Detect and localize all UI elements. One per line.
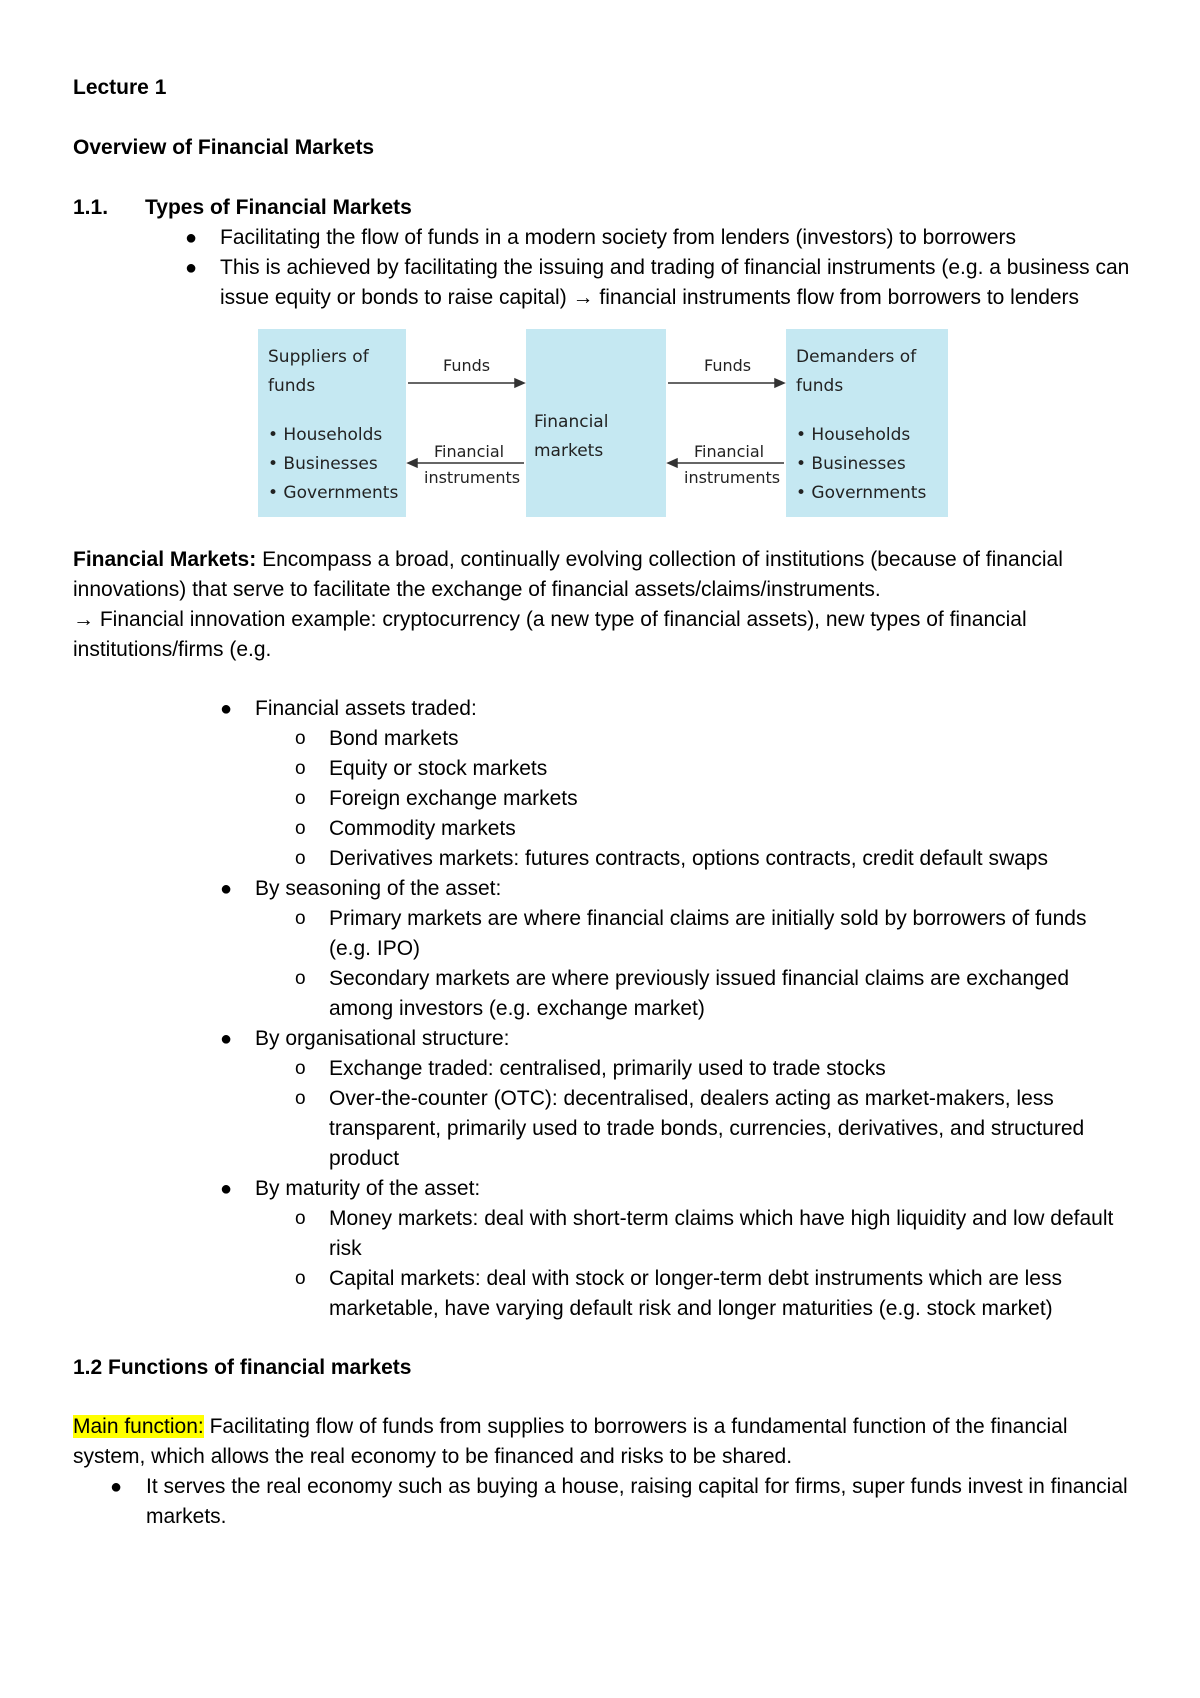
arrowhead-icon [668, 459, 677, 467]
list-item: o Primary markets are where financial claims are initially sold by borrowers of funds (e.g. IPO) [73, 904, 1133, 964]
sub-bullet-icon: o [295, 1088, 306, 1109]
markets-label: Financial markets [534, 412, 609, 461]
definition-term: Financial Markets: [73, 548, 257, 571]
bullet-icon: ● [220, 1178, 233, 1200]
list-item: o Equity or stock markets [73, 754, 1133, 784]
document-page [73, 73, 1133, 1532]
demanders-item: • Businesses [796, 454, 906, 474]
bullet-icon: ● [110, 1476, 123, 1498]
bullet-icon: ● [185, 257, 198, 279]
list-item: o Derivatives markets: futures contracts, options contracts, credit default swaps [73, 844, 1133, 874]
main-function-label: Main function: [73, 1415, 204, 1438]
innovation-paragraph: → Financial innovation example: cryptocurrency (a new type of financial assets), new types of financial institutions/firms (e.g. [73, 608, 1027, 661]
list-item: ● It serves the real economy such as buying a house, raising capital for firms, super funds invest in financial markets. [73, 1472, 1133, 1532]
list-item: o Money markets: deal with short-term claims which have high liquidity and low default risk [73, 1204, 1133, 1264]
sub-bullet-icon: o [295, 728, 306, 749]
list-item: o Secondary markets are where previously issued financial claims are exchanged among investors (e.g. exchange market) [73, 964, 1133, 1024]
sub-bullet-icon: o [295, 1208, 306, 1229]
bullet-icon: ● [220, 1028, 233, 1050]
list-item: ● By organisational structure: [73, 1024, 1133, 1054]
bullet-icon: ● [220, 878, 233, 900]
arrowhead-icon [408, 459, 417, 467]
sub-bullet-icon: o [295, 1268, 306, 1289]
arrowhead-icon [515, 379, 524, 387]
instruments-label-line2: instruments [684, 468, 781, 487]
suppliers-item: • Governments [268, 483, 399, 503]
bullet-icon: ● [185, 227, 198, 249]
suppliers-title: Suppliers of funds [268, 347, 369, 396]
section-1-2-heading: 1.2 Functions of financial markets [73, 1356, 412, 1379]
main-function-text: Facilitating flow of funds from supplies to borrowers is a fundamental function of the financial system, which allows the real economy to be financed and risks to be shared. [73, 1415, 1068, 1468]
sub-bullet-icon: o [295, 788, 306, 809]
section-1-2-bullets [73, 1472, 1133, 1532]
flow-arrows [258, 329, 958, 517]
list-item: ● By seasoning of the asset: [73, 874, 1133, 904]
suppliers-item: • Households [268, 425, 383, 445]
sub-bullet-icon: o [295, 818, 306, 839]
list-item: o Bond markets [73, 724, 1133, 754]
suppliers-item: • Businesses [268, 454, 378, 474]
demanders-item: • Governments [796, 483, 927, 503]
classification-list [73, 694, 1133, 1324]
funds-label: Funds [704, 356, 752, 375]
lecture-label: Lecture 1 [73, 76, 167, 99]
instruments-label-line2: instruments [424, 468, 521, 487]
definition-text: Encompass a broad, continually evolving collection of institutions (because of financial innovations) that serve to facilitate the exchange of financial assets/claims/instruments. [73, 548, 1063, 601]
list-item: o Over-the-counter (OTC): decentralised, dealers acting as market-makers, less transparent, primarily used to trade bonds, currencies, derivatives, and structured product [73, 1084, 1133, 1174]
section-number: 1.1. [73, 196, 109, 219]
list-item: ● This is achieved by facilitating the issuing and trading of financial instruments (e.g. a business can issue equity or bonds to raise capital) → financial instruments flow from borrowers to lenders [73, 253, 1133, 313]
list-item: o Foreign exchange markets [73, 784, 1133, 814]
instruments-label-line1: Financial [694, 442, 765, 461]
list-item: o Capital markets: deal with stock or longer-term debt instruments which are less marketable, have varying default risk and longer maturities (e.g. stock market) [73, 1264, 1133, 1324]
list-item: o Exchange traded: centralised, primarily used to trade stocks [73, 1054, 1133, 1084]
funds-label: Funds [443, 356, 491, 375]
flow-of-funds-diagram [258, 329, 958, 517]
arrowhead-icon [775, 379, 784, 387]
sub-bullet-icon: o [295, 758, 306, 779]
demanders-title: Demanders of funds [796, 347, 917, 396]
list-item: o Commodity markets [73, 814, 1133, 844]
sub-bullet-icon: o [295, 908, 306, 929]
demanders-item: • Households [796, 425, 911, 445]
section-1-1-heading [73, 193, 1133, 223]
sub-bullet-icon: o [295, 968, 306, 989]
instruments-label-line1: Financial [434, 442, 505, 461]
list-item: ● Financial assets traded: [73, 694, 1133, 724]
definition-paragraph [73, 545, 1133, 605]
section-1-1-bullets [73, 223, 1133, 313]
sub-bullet-icon: o [295, 1058, 306, 1079]
list-item: ● By maturity of the asset: [73, 1174, 1133, 1204]
bullet-icon: ● [220, 698, 233, 720]
main-function-paragraph [73, 1412, 1133, 1472]
document-title: Overview of Financial Markets [73, 136, 375, 159]
sub-bullet-icon: o [295, 848, 306, 869]
list-item: ● Facilitating the flow of funds in a modern society from lenders (investors) to borrowers [73, 223, 1133, 253]
section-title: Types of Financial Markets [145, 196, 412, 219]
